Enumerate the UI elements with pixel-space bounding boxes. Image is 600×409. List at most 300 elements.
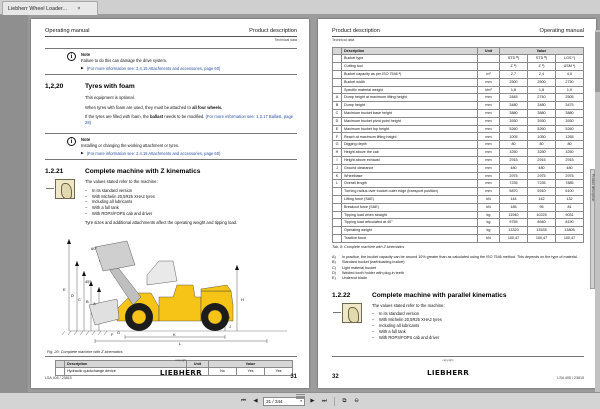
conditions-lead: The values stated refer to the machine: bbox=[85, 179, 158, 185]
row-unit: kg bbox=[478, 219, 500, 227]
row-value: 3930 bbox=[556, 117, 584, 125]
row-value: 13805 bbox=[556, 227, 584, 235]
row-value: 2915 bbox=[556, 156, 584, 164]
table-row bbox=[333, 180, 584, 188]
side-thumb-index bbox=[590, 169, 595, 289]
table-row bbox=[333, 78, 584, 86]
footnote-marker: E) bbox=[332, 276, 336, 281]
table-header-value: Value bbox=[209, 360, 293, 368]
page-right bbox=[318, 19, 596, 388]
conditions-lead: The values stated refer to the machine: bbox=[372, 302, 445, 308]
section-number: 1,2,20 bbox=[45, 83, 64, 91]
thumbnails-icon[interactable]: ⧉ bbox=[340, 397, 349, 406]
row-index bbox=[333, 219, 342, 227]
row-unit bbox=[478, 63, 500, 71]
section-title: Complete machine with parallel kinematics bbox=[372, 291, 507, 299]
row-description: Height above the cab bbox=[342, 149, 478, 157]
footnote-text: Standard bucket (earthloading bucket) bbox=[342, 260, 405, 265]
row-value: 2975 bbox=[556, 172, 584, 180]
dash-bullet-icon: – bbox=[85, 187, 88, 193]
footnote-list bbox=[332, 255, 584, 282]
row-description: Tipping load when straight bbox=[342, 211, 478, 219]
row-index bbox=[333, 63, 342, 71]
row-value: 9031 bbox=[556, 211, 584, 219]
info-icon: i bbox=[67, 137, 76, 146]
row-value: 1,0 bbox=[556, 86, 584, 94]
running-head-right: Product description bbox=[249, 28, 297, 34]
table-row bbox=[333, 141, 584, 149]
row-description: Tractive force bbox=[342, 235, 478, 243]
paragraph-four-wheels-b: all four wheels. bbox=[192, 104, 223, 110]
page-viewport[interactable] bbox=[0, 15, 600, 392]
row-index bbox=[333, 195, 342, 203]
note-title: Note bbox=[81, 51, 91, 57]
logo-text: LIEBHERR bbox=[427, 368, 470, 377]
row-value: USM ᵉ) bbox=[556, 63, 584, 71]
row-value: 100,47 bbox=[500, 235, 528, 243]
row-index: J bbox=[333, 164, 342, 172]
paragraph-ballast bbox=[85, 114, 297, 127]
row-value: 2975 bbox=[500, 172, 528, 180]
row-value: 10225 bbox=[528, 211, 556, 219]
row-value: 2750 bbox=[556, 78, 584, 86]
pictogram-leader-line bbox=[46, 188, 54, 189]
note-cross-reference[interactable] bbox=[81, 151, 297, 156]
table-caption: Tab. 8: Complete machine with Z kinematics bbox=[332, 244, 405, 249]
row-unit: mm bbox=[478, 172, 500, 180]
last-page-icon[interactable]: ⏭ bbox=[320, 397, 329, 406]
list-item bbox=[85, 211, 297, 217]
row-index bbox=[333, 211, 342, 219]
row-unit: mm bbox=[478, 102, 500, 110]
running-head-right: Operating manual bbox=[539, 28, 584, 34]
row-value: 13320 bbox=[500, 227, 528, 235]
table-header-index bbox=[333, 47, 342, 55]
row-description: Hydraulic quickchange device bbox=[65, 368, 187, 376]
row-description: Dump height at maximum lifting height bbox=[342, 94, 478, 102]
section-title: Tyres with foam bbox=[85, 83, 135, 91]
previous-page-icon[interactable]: ◀ bbox=[251, 397, 260, 406]
footnote-text: In practice, the bucket capacity can be around 10% greater than as calculated using the ISO 7546 method. This depends on the type of material. bbox=[342, 254, 578, 259]
row-value: 5870 bbox=[500, 188, 528, 196]
row-value: 1,8 bbox=[500, 86, 528, 94]
row-index: I bbox=[333, 156, 342, 164]
row-description: Ground clearance bbox=[342, 164, 478, 172]
paragraph-four-wheels-a: When tyres with foam are used, they must be attached to bbox=[85, 104, 193, 110]
list-item-label: With a full tank bbox=[92, 205, 119, 211]
figure-wheel-loader-z-kinematics bbox=[55, 235, 293, 347]
row-index: G bbox=[333, 141, 342, 149]
row-unit: mm bbox=[478, 156, 500, 164]
row-value: 100,47 bbox=[556, 235, 584, 243]
row-value: 100,47 bbox=[528, 235, 556, 243]
logo-claim: copyright bbox=[442, 360, 454, 362]
row-description: Height above exhaust bbox=[342, 156, 478, 164]
row-value: 2915 bbox=[500, 156, 528, 164]
logo-text: LIEBHERR bbox=[159, 368, 202, 377]
note-title: Note bbox=[81, 136, 91, 142]
page-number: 31 bbox=[290, 374, 297, 380]
section-body-tyres bbox=[85, 95, 297, 126]
row-description: Maximum bucket base height bbox=[342, 110, 478, 118]
list-item-label: With Michelin 20,5R25 XHA2 tyres bbox=[92, 193, 155, 199]
first-page-icon[interactable]: ⏮ bbox=[239, 397, 248, 406]
zoom-out-icon[interactable]: ⊖ bbox=[352, 397, 361, 406]
table-row bbox=[333, 125, 584, 133]
note-block-1 bbox=[45, 48, 297, 76]
svg-text:G: G bbox=[117, 329, 121, 335]
row-description: Overall length bbox=[342, 180, 478, 188]
table-header-unit: Unit bbox=[187, 360, 209, 368]
row-value: 480 bbox=[528, 164, 556, 172]
table-row bbox=[333, 203, 584, 211]
row-value: 11940 bbox=[500, 211, 528, 219]
row-description: Wheelbase bbox=[342, 172, 478, 180]
table-row bbox=[333, 156, 584, 164]
row-value: STD ᴮ) bbox=[528, 55, 556, 63]
row-value: 5260 bbox=[556, 125, 584, 133]
table-header-value: Value bbox=[500, 47, 584, 55]
row-index bbox=[333, 86, 342, 94]
paragraph-ballast-a: If the tyres are filled with foam, the bbox=[85, 113, 150, 119]
section-heading-tyres-with-foam bbox=[45, 83, 297, 90]
row-value: Z ᵈ) bbox=[528, 63, 556, 71]
svg-text:F: F bbox=[111, 331, 114, 337]
row-unit: kN bbox=[478, 235, 500, 243]
footnote-marker: C) bbox=[332, 265, 336, 270]
row-value: 95 bbox=[528, 203, 556, 211]
svg-text:45°: 45° bbox=[85, 278, 92, 284]
section-title: Complete machine with Z kinematics bbox=[85, 168, 201, 176]
table-row bbox=[333, 133, 584, 141]
row-index: C bbox=[333, 110, 342, 118]
note-cross-reference-label: (For more information see: 2.4.15 Attachments and accessories, page 60) bbox=[86, 151, 221, 157]
toolbar-separator bbox=[334, 397, 335, 406]
table-row bbox=[333, 219, 584, 227]
table-row bbox=[333, 188, 584, 196]
svg-text:J: J bbox=[229, 323, 231, 329]
row-value: 1005 bbox=[500, 133, 528, 141]
list-item-label: Including all lubricants bbox=[379, 322, 420, 328]
row-value: 9755 bbox=[500, 219, 528, 227]
table-header-description: Description bbox=[342, 47, 478, 55]
figure-caption: Fig. 20: Complete machine with Z kinematics bbox=[47, 349, 123, 354]
row-unit: m³ bbox=[478, 70, 500, 78]
row-unit: mm bbox=[478, 133, 500, 141]
note-block-2 bbox=[45, 133, 297, 161]
ballast-cross-reference[interactable]: (For more information see: 1.2.17 Ballast, page 28) bbox=[85, 113, 294, 126]
row-index: B bbox=[333, 102, 342, 110]
row-value: 142 bbox=[528, 195, 556, 203]
table-row bbox=[333, 94, 584, 102]
row-index: E bbox=[333, 125, 342, 133]
chevron-down-icon[interactable]: ▾ bbox=[300, 399, 302, 403]
svg-text:60°: 60° bbox=[91, 245, 98, 251]
row-unit: mm bbox=[478, 78, 500, 86]
row-index bbox=[333, 203, 342, 211]
table-row bbox=[333, 195, 584, 203]
conditions-closing: Tyre sizes and additional attachments affect the operating weight and tipping load. bbox=[85, 220, 238, 226]
row-value: 80 bbox=[556, 141, 584, 149]
svg-text:B: B bbox=[86, 298, 89, 304]
dash-bullet-icon: – bbox=[372, 316, 375, 322]
list-item-label: With ROPS/FOPS cab and driver bbox=[379, 334, 440, 340]
viewer-gutter bbox=[0, 15, 28, 392]
document-tab[interactable] bbox=[2, 1, 98, 15]
table-row bbox=[333, 63, 584, 71]
note-text: Failure to do this can damage the drive system. bbox=[81, 58, 168, 63]
row-description: Digging depth bbox=[342, 141, 478, 149]
row-index bbox=[333, 78, 342, 86]
wheel-loader-dimension-drawing bbox=[55, 235, 293, 347]
row-value: 2500 bbox=[528, 78, 556, 86]
row-value: 80 bbox=[528, 141, 556, 149]
row-description: Maximum bucket top height bbox=[342, 125, 478, 133]
row-value: 5910 bbox=[528, 188, 556, 196]
page-number-value: 31 / 344 bbox=[266, 398, 283, 404]
section-number: 1.2.22 bbox=[332, 291, 351, 299]
row-value: 7235 bbox=[528, 180, 556, 188]
row-value: 480 bbox=[500, 164, 528, 172]
tab-strip bbox=[0, 0, 600, 15]
row-index: H bbox=[333, 149, 342, 157]
triangle-bullet-icon: ▶ bbox=[81, 151, 84, 156]
list-item-label: Including all lubricants bbox=[92, 199, 133, 205]
paragraph-ballast-c: needs to be modified. bbox=[163, 113, 206, 119]
logo-claim: copyright bbox=[175, 360, 187, 362]
row-description: Reach at maximum lifting height bbox=[342, 133, 478, 141]
row-unit: mm bbox=[478, 117, 500, 125]
row-description: Bucket capacity as per ISO 7546 ᵃ) bbox=[342, 70, 478, 78]
row-value: 3930 bbox=[528, 117, 556, 125]
row-value: 13535 bbox=[528, 227, 556, 235]
row-value: 2,4 bbox=[528, 70, 556, 78]
dash-bullet-icon: – bbox=[372, 310, 375, 316]
page-footer bbox=[45, 356, 297, 380]
close-icon[interactable]: × bbox=[77, 5, 81, 12]
table-row bbox=[333, 227, 584, 235]
table-complete-machine-z-kinematics bbox=[332, 47, 584, 243]
row-unit: kN bbox=[478, 195, 500, 203]
footnote-marker: A) bbox=[332, 254, 336, 259]
bucket-pictogram-icon bbox=[342, 303, 362, 323]
table-row bbox=[333, 211, 584, 219]
row-value: 4,0 bbox=[556, 70, 584, 78]
row-value: 132 bbox=[556, 195, 584, 203]
table-row bbox=[333, 86, 584, 94]
list-item-label: In its standard version bbox=[379, 310, 420, 316]
row-description: Breakout force (SAE) bbox=[342, 203, 478, 211]
row-value: 3930 bbox=[500, 117, 528, 125]
row-index: K bbox=[333, 172, 342, 180]
running-head bbox=[45, 28, 297, 37]
svg-text:E: E bbox=[63, 286, 66, 292]
row-unit: mm bbox=[478, 110, 500, 118]
row-unit: kg bbox=[478, 211, 500, 219]
row-value: 7235 bbox=[500, 180, 528, 188]
dash-bullet-icon: – bbox=[85, 199, 88, 205]
row-unit: mm bbox=[478, 164, 500, 172]
pictogram-and-conditions bbox=[332, 303, 584, 341]
row-value: No bbox=[209, 368, 237, 376]
footnote bbox=[332, 276, 584, 281]
page-footer bbox=[332, 356, 584, 380]
row-description: Dump height bbox=[342, 102, 478, 110]
running-subhead: Technical data bbox=[332, 37, 355, 42]
table-row bbox=[333, 110, 584, 118]
row-value: 3880 bbox=[556, 110, 584, 118]
svg-text:H: H bbox=[241, 296, 244, 302]
row-index bbox=[333, 70, 342, 78]
row-unit: mm bbox=[478, 149, 500, 157]
row-unit: mm bbox=[478, 180, 500, 188]
row-value: 2740 bbox=[528, 94, 556, 102]
section-heading-parallel-kinematics bbox=[332, 292, 584, 299]
row-value: 2,7 bbox=[500, 70, 528, 78]
svg-text:L: L bbox=[179, 340, 182, 346]
list-item-label: In its standard version bbox=[92, 187, 133, 193]
navigation-toolbar bbox=[0, 392, 600, 409]
dash-bullet-icon: – bbox=[372, 334, 375, 340]
dash-bullet-icon: – bbox=[85, 205, 88, 211]
dash-bullet-icon: – bbox=[85, 211, 88, 217]
row-description: Maximum bucket pivot point height bbox=[342, 117, 478, 125]
row-value: 3880 bbox=[528, 110, 556, 118]
row-value: 2975 bbox=[528, 172, 556, 180]
row-description: Bucket type bbox=[342, 55, 478, 63]
row-description: Lifting force (SAE) bbox=[342, 195, 478, 203]
row-value: 7885 bbox=[556, 180, 584, 188]
footnote-text: Light material bucket bbox=[342, 265, 377, 270]
vertical-scrollbar[interactable] bbox=[595, 30, 600, 407]
page-number: 32 bbox=[332, 374, 339, 380]
row-value: 3250 bbox=[500, 149, 528, 157]
row-value: 5260 bbox=[528, 125, 556, 133]
row-value: 1,8 bbox=[528, 86, 556, 94]
table-header-description: Description bbox=[65, 360, 187, 368]
row-index: D bbox=[333, 117, 342, 125]
footnote-text: Undercut blade bbox=[342, 276, 368, 281]
row-value: 1265 bbox=[556, 133, 584, 141]
table-row bbox=[333, 70, 584, 78]
row-value: LGS ᶜ) bbox=[556, 55, 584, 63]
dash-bullet-icon: – bbox=[372, 328, 375, 334]
paragraph-optional: This equipment is optional. bbox=[85, 95, 135, 101]
note-cross-reference[interactable] bbox=[81, 66, 297, 71]
row-unit: mm bbox=[478, 94, 500, 102]
list-item-label: With ROPS/FOPS cab and driver bbox=[92, 211, 153, 217]
running-head bbox=[332, 28, 584, 37]
document-code: LSA 405 / 23815 bbox=[45, 376, 72, 380]
row-value: 1050 bbox=[528, 133, 556, 141]
row-value: 2505 bbox=[556, 94, 584, 102]
row-value: Z ᵈ) bbox=[500, 63, 528, 71]
list-item-label: With a full tank bbox=[379, 328, 406, 334]
table-header-row bbox=[333, 47, 584, 55]
table-row bbox=[333, 55, 584, 63]
note-text: Installing or changing the working attachment or tyres. bbox=[81, 143, 180, 149]
row-description: Operating weight bbox=[342, 227, 478, 235]
table-row bbox=[333, 164, 584, 172]
row-index bbox=[333, 227, 342, 235]
row-value: 3480 bbox=[500, 102, 528, 110]
row-unit bbox=[478, 55, 500, 63]
running-subhead: Technical data bbox=[274, 37, 297, 42]
svg-text:I: I bbox=[229, 314, 231, 320]
row-value: 3250 bbox=[528, 149, 556, 157]
row-description: Specific material weight bbox=[342, 86, 478, 94]
row-value: STD ᴮ) bbox=[500, 55, 528, 63]
note-cross-reference-label: (For more information see: 2,4,15 Attachments and accessories, page 60) bbox=[86, 66, 221, 72]
table-row bbox=[333, 172, 584, 180]
running-head-left: Operating manual bbox=[45, 28, 90, 34]
row-value: 81 bbox=[556, 203, 584, 211]
row-unit: mm bbox=[478, 141, 500, 149]
scrollbar-thumb[interactable] bbox=[595, 32, 600, 92]
row-value: Yes bbox=[265, 368, 293, 376]
footnote-marker: D) bbox=[332, 270, 336, 275]
row-value: 3880 bbox=[500, 110, 528, 118]
table-row bbox=[333, 102, 584, 110]
row-value: 480 bbox=[556, 164, 584, 172]
row-value: 3250 bbox=[556, 149, 584, 157]
section-number: 1.2.21 bbox=[45, 168, 64, 176]
row-unit: mm bbox=[478, 125, 500, 133]
table-row bbox=[333, 235, 584, 243]
row-description: Bucket width bbox=[342, 78, 478, 86]
pictogram-leader-line bbox=[333, 312, 341, 313]
table-row bbox=[333, 117, 584, 125]
svg-text:A: A bbox=[93, 300, 96, 306]
list-item-label: With Michelin 20,5R25 XHA2 tyres bbox=[379, 316, 442, 322]
svg-text:K: K bbox=[173, 331, 176, 337]
row-value: 5260 bbox=[500, 125, 528, 133]
brand-logo bbox=[72, 360, 291, 380]
row-value: 2915 bbox=[528, 156, 556, 164]
toolbar-grip[interactable] bbox=[296, 394, 305, 397]
row-value: 8940 bbox=[528, 219, 556, 227]
row-unit: mm bbox=[478, 188, 500, 196]
paragraph-four-wheels bbox=[85, 105, 297, 111]
row-description: Tipping load articulated at 40° bbox=[342, 219, 478, 227]
row-index bbox=[333, 55, 342, 63]
pictogram-and-conditions bbox=[45, 179, 297, 229]
document-code: LSA 405 / 23815 bbox=[557, 376, 584, 380]
row-value: 185 bbox=[500, 203, 528, 211]
svg-text:C: C bbox=[78, 296, 81, 302]
dash-bullet-icon: – bbox=[85, 193, 88, 199]
page-left bbox=[31, 19, 309, 388]
triangle-bullet-icon: ▶ bbox=[81, 66, 84, 71]
row-value: 3475 bbox=[556, 102, 584, 110]
info-icon: i bbox=[67, 52, 76, 61]
brand-logo bbox=[339, 360, 558, 380]
row-description: Cutting tool bbox=[342, 63, 478, 71]
row-description: Turning radius over bucket outer edge (transport position) bbox=[342, 188, 478, 196]
next-page-icon[interactable]: ▶ bbox=[308, 397, 317, 406]
row-index bbox=[333, 235, 342, 243]
section-heading-z-kinematics bbox=[45, 168, 297, 175]
footnote-marker: B) bbox=[332, 260, 336, 265]
dash-bullet-icon: – bbox=[372, 322, 375, 328]
list-item bbox=[372, 335, 584, 341]
row-value: 2845 bbox=[500, 94, 528, 102]
side-thumb-label: Product description bbox=[590, 174, 595, 202]
pictogram-wrap bbox=[342, 303, 366, 323]
row-value: 80 bbox=[500, 141, 528, 149]
pictogram-wrap bbox=[55, 179, 79, 199]
row-index: F bbox=[333, 133, 342, 141]
